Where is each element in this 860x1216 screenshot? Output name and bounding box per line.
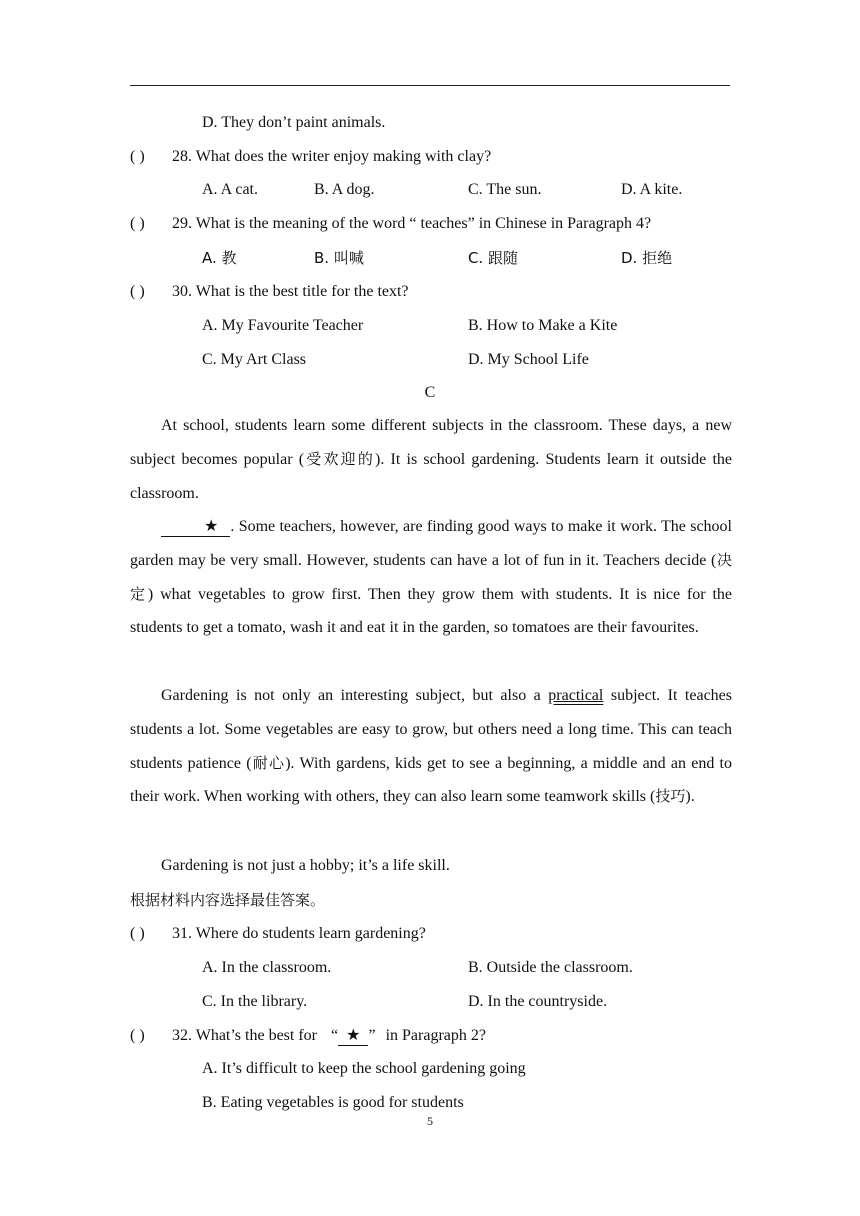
q30-option-a[interactable]: A. My Favourite Teacher bbox=[202, 317, 364, 334]
q30-option-c[interactable]: C. My Art Class bbox=[202, 351, 307, 368]
q32-answer-blank[interactable]: ( ) bbox=[130, 1027, 145, 1044]
q32-close-quote: ” bbox=[368, 1027, 376, 1044]
p3-text-c: ). With gardens, kids get to see a beginning, a middle and an end to their work. When working with others, they can also learn some teamwork skills ( bbox=[130, 754, 732, 806]
p1-text-a: At school, students learn some different subjects in the classroom. These days, a new subject becomes popular ( bbox=[130, 417, 732, 468]
q32-option-a[interactable]: A. It’s difficult to keep the school gardening going bbox=[202, 1060, 526, 1077]
p3-gloss-skills: 技巧 bbox=[655, 787, 686, 806]
p2-text-b: ) what vegetables to grow first. Then they grow them with students. It is nice for the students to get a tomato, wash it and eat it in the garden, so tomatoes are their favourites. bbox=[130, 585, 732, 637]
q29-answer-blank[interactable]: ( ) bbox=[130, 215, 145, 232]
q32-stem-b: in Paragraph 2? bbox=[385, 1027, 486, 1044]
p1-text-b: ). It is school gardening. Students learn it outside the classroom. bbox=[130, 450, 733, 502]
star-blank: ★ bbox=[161, 518, 230, 537]
q32-open-quote: “ bbox=[331, 1027, 339, 1044]
q29-stem: 29. What is the meaning of the word “ teaches” in Chinese in Paragraph 4? bbox=[172, 215, 652, 232]
passage-paragraph-2 bbox=[130, 510, 732, 645]
page-number: 5 bbox=[427, 1114, 433, 1128]
q28-option-d[interactable]: D. A kite. bbox=[621, 181, 683, 198]
q29-option-a[interactable]: A. 教 bbox=[202, 249, 237, 267]
q29-option-d[interactable]: D. 拒绝 bbox=[621, 249, 673, 267]
q30-answer-blank[interactable]: ( ) bbox=[130, 283, 145, 300]
section-c-label: C bbox=[424, 384, 436, 401]
q31-stem: 31. Where do students learn gardening? bbox=[172, 925, 426, 942]
q28-answer-blank[interactable]: ( ) bbox=[130, 148, 145, 165]
p3-gloss-patience: 耐心 bbox=[251, 753, 286, 772]
q32-star: ★ bbox=[338, 1027, 368, 1046]
q31-option-c[interactable]: C. In the library. bbox=[202, 993, 308, 1010]
instruction-text: 根据材料内容选择最佳答案。 bbox=[130, 891, 326, 909]
passage-paragraph-1 bbox=[130, 409, 732, 510]
q30-stem: 30. What is the best title for the text? bbox=[172, 283, 409, 300]
q31-answer-blank[interactable]: ( ) bbox=[130, 925, 145, 942]
q28-stem: 28. What does the writer enjoy making with clay? bbox=[172, 148, 492, 165]
q30-option-d[interactable]: D. My School Life bbox=[468, 351, 589, 368]
q32-stem-a: 32. What’s the best for bbox=[172, 1027, 318, 1044]
q31-option-b[interactable]: B. Outside the classroom. bbox=[468, 959, 633, 976]
q29-option-b[interactable]: B. 叫喊 bbox=[314, 249, 364, 267]
p1-gloss-popular: 受欢迎的 bbox=[304, 449, 376, 468]
p2-text-a: . Some teachers, however, are finding good ways to make it work. The school garden may be very small. However, students can have a lot of fun in it. Teachers decide ( bbox=[130, 518, 732, 569]
q32-option-b[interactable]: B. Eating vegetables is good for students bbox=[202, 1094, 464, 1111]
p3-text-b: subject. It teaches students a lot. Some vegetables are easy to grow, but others need a long time. This can teach students patience ( bbox=[130, 687, 733, 772]
p3-text-d: ). bbox=[685, 788, 695, 806]
header-rule bbox=[130, 85, 730, 86]
q28-option-b[interactable]: B. A dog. bbox=[314, 181, 375, 198]
passage-paragraph-3 bbox=[130, 679, 732, 814]
p2-gloss-decide: 决定 bbox=[130, 550, 732, 603]
q27-option-d: D. They don’t paint animals. bbox=[202, 114, 386, 131]
q32-stem bbox=[172, 1026, 486, 1046]
q30-option-b[interactable]: B. How to Make a Kite bbox=[468, 317, 618, 334]
q28-option-a[interactable]: A. A cat. bbox=[202, 181, 258, 198]
q29-option-c[interactable]: C. 跟随 bbox=[468, 249, 519, 267]
q28-option-c[interactable]: C. The sun. bbox=[468, 181, 542, 198]
q31-option-d[interactable]: D. In the countryside. bbox=[468, 993, 608, 1010]
passage-paragraph-4: Gardening is not just a hobby; it’s a life skill. bbox=[161, 857, 450, 874]
p3-text-a: Gardening is not only an interesting subject, but also a bbox=[161, 687, 549, 704]
p3-word-practical: practical bbox=[548, 687, 604, 704]
q31-option-a[interactable]: A. In the classroom. bbox=[202, 959, 332, 976]
